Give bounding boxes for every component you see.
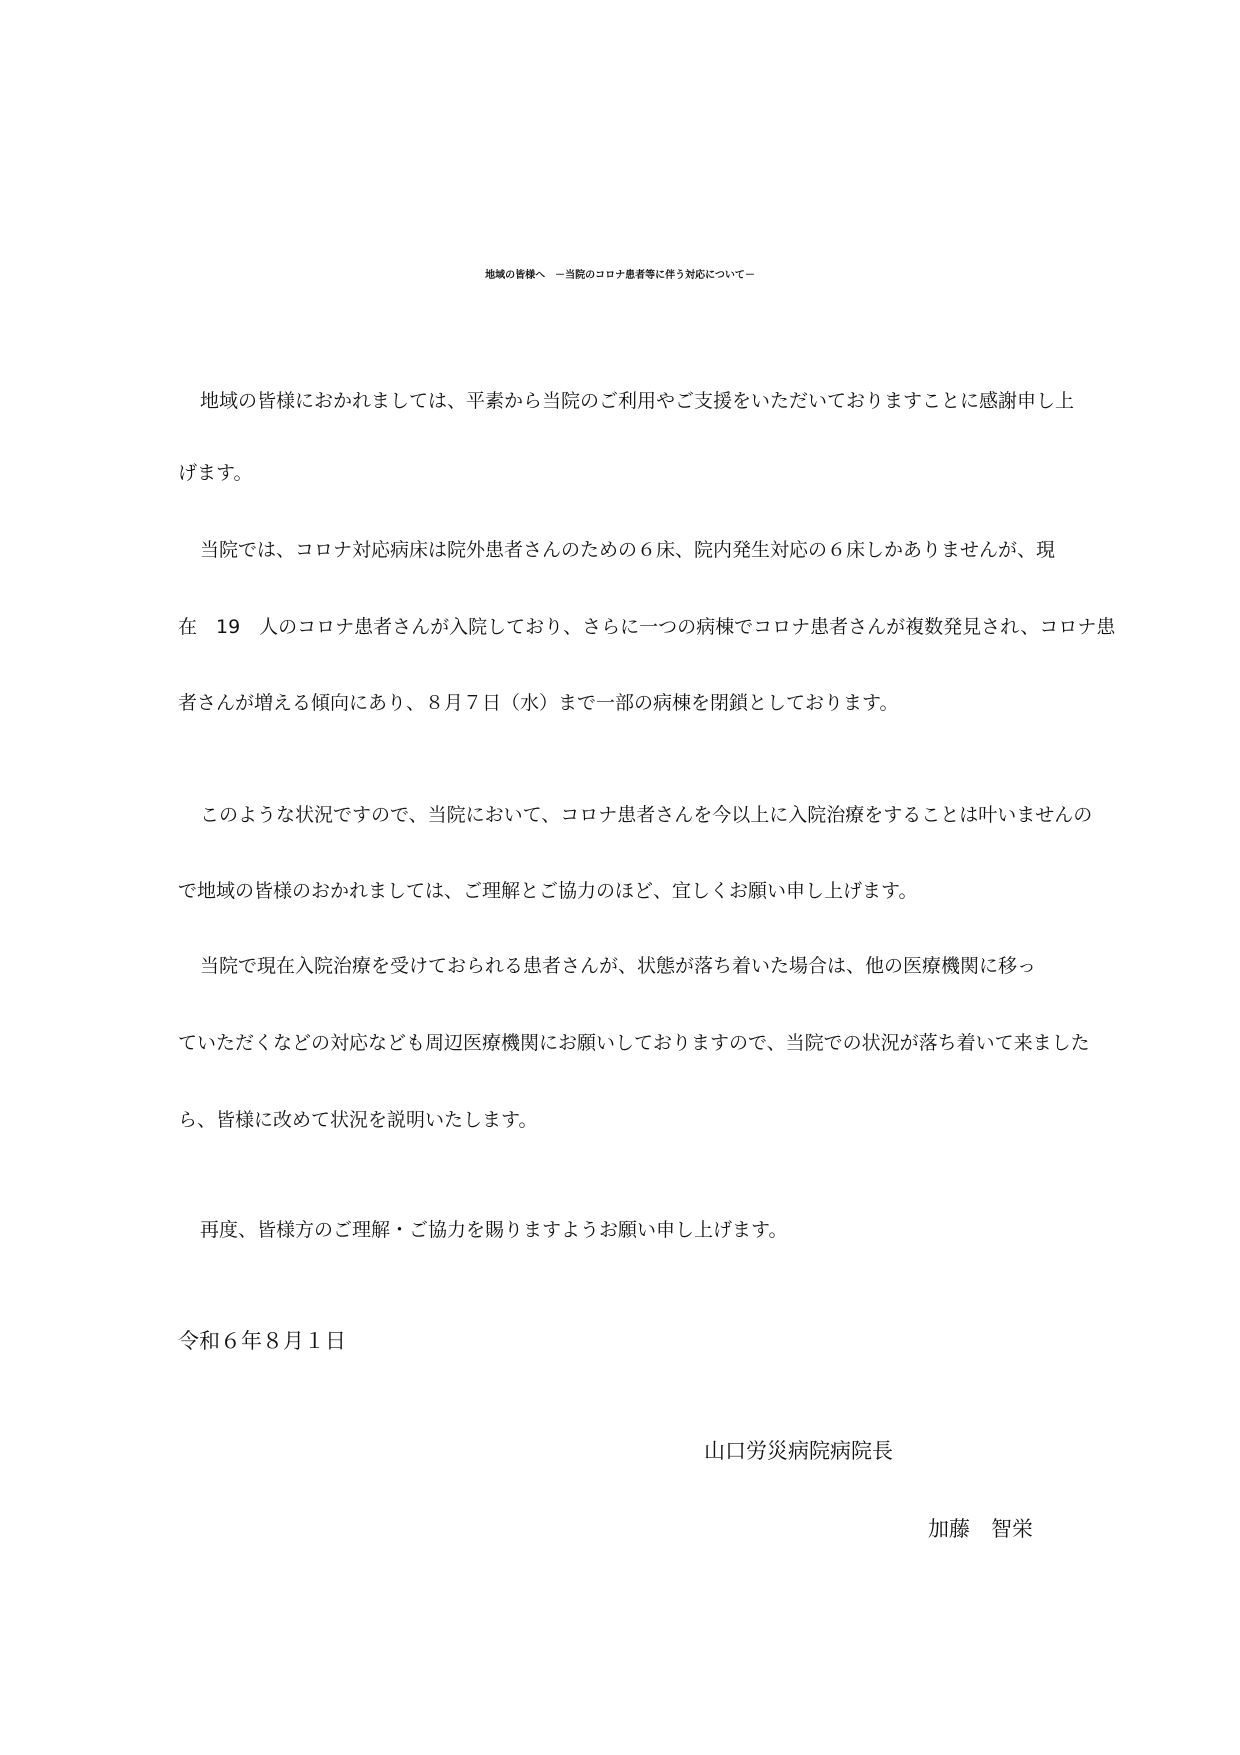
document-date: 令和６年８月１日 — [178, 1329, 346, 1353]
paragraph-5-line-1: 再度、皆様方のご理解・ご協力を賜りますようお願い申し上げます。 — [200, 1219, 788, 1241]
paragraph-3-line-1: このような状況ですので、当院において、コロナ患者さんを今以上に入院治療をすることは叶いませんの — [200, 804, 1093, 826]
paragraph-3-line-2: で地域の皆様のおかれましては、ご理解とご協力のほど、宜しくお願い申し上げます。 — [178, 880, 918, 902]
signature-name: 加藤 智栄 — [928, 1517, 1033, 1541]
paragraph-2-line-3: 者さんが増える傾向にあり、８月７日（水）まで一部の病棟を閉鎖としております。 — [178, 692, 899, 714]
signature-organization: 山口労災病院病院長 — [704, 1439, 893, 1463]
document-title: 地域の皆様へ －当院のコロナ患者等に伴う対応について－ — [485, 270, 755, 281]
paragraph-2-line-1: 当院では、コロナ対応病床は院外患者さんのための６床、院内発生対応の６床しかありませんが、現 — [200, 539, 1056, 561]
paragraph-4-line-3: ら、皆様に改めて状況を説明いたします。 — [178, 1109, 538, 1131]
paragraph-2-line-2: 在 19 人のコロナ患者さんが入院しており、さらに一つの病棟でコロナ患者さんが複数発見され、コロナ患 — [178, 616, 1116, 638]
paragraph-1-line-2: げます。 — [178, 462, 253, 484]
paragraph-1-line-1: 地域の皆様におかれましては、平素から当院のご利用やご支援をいただいておりますことに感謝申し上 — [200, 390, 1075, 412]
paragraph-4-line-1: 当院で現在入院治療を受けておられる患者さんが、状態が落ち着いた場合は、他の医療機関に移っ — [200, 955, 1037, 977]
paragraph-4-line-2: ていただくなどの対応なども周辺医療機関にお願いしておりますので、当院での状況が落ち着いて来ました — [178, 1032, 1090, 1054]
